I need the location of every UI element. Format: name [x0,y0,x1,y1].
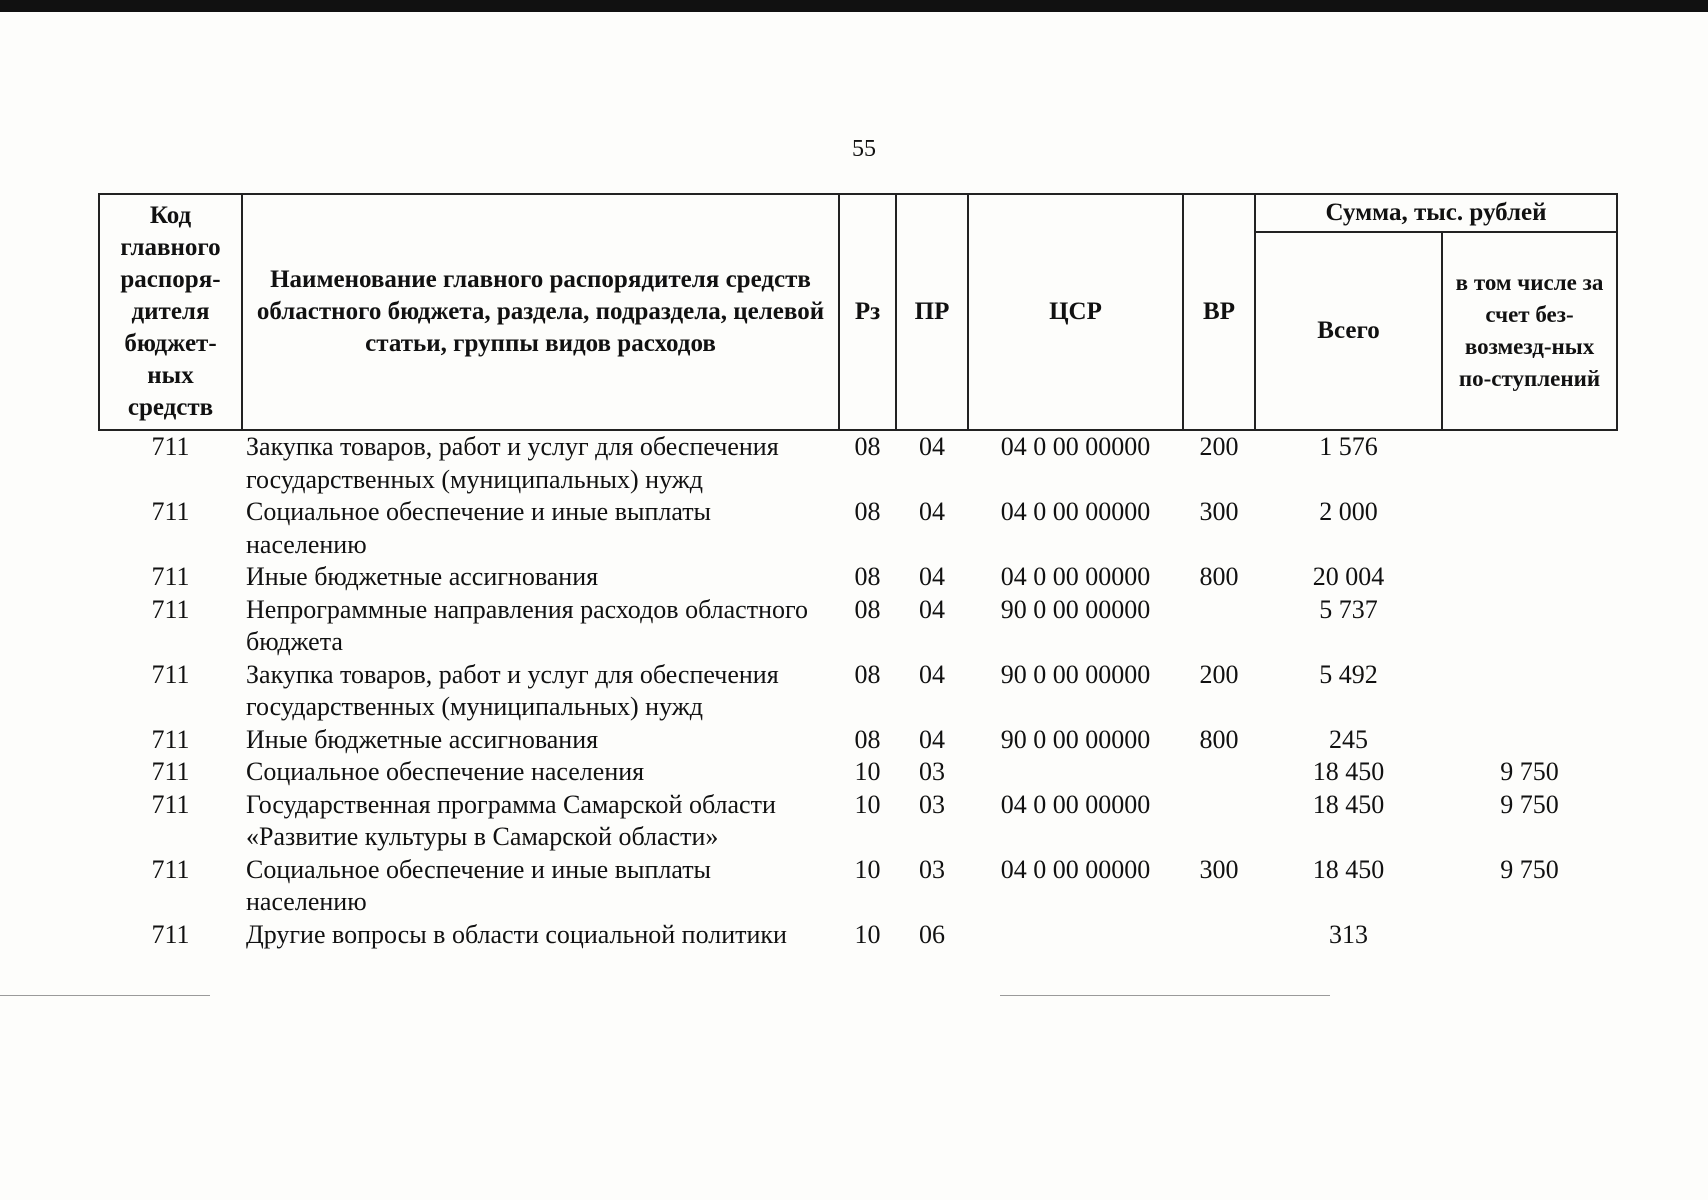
row-name: Социальное обеспечение населения [246,757,645,786]
row-code: 711 [151,497,190,526]
row-name: Закупка товаров, работ и услуг для обеспечения государственных (муниципальных) нужд [246,659,779,721]
header-vr: ВР [1183,194,1255,430]
scan-artifact-line [0,995,210,996]
row-rz: 10 [854,757,881,786]
table-row [99,561,1617,594]
row-code: 711 [151,854,190,884]
row-csr: 90 0 00 00000 [1000,594,1151,624]
page-number: 55 [852,136,876,162]
row-name: Иные бюджетные ассигнования [246,562,599,591]
row-csr [968,756,1183,789]
row-rz: 08 [854,497,881,526]
row-total: 245 [1329,724,1368,754]
table-row [99,789,1617,854]
row-rz: 08 [854,562,881,591]
table-row [99,756,1617,789]
row-rz: 08 [854,724,881,754]
row-rz: 10 [854,854,881,884]
row-rz: 10 [854,919,881,949]
header-sum: Сумма, тыс. рублей [1255,194,1617,232]
row-csr: 04 0 00 00000 [1000,789,1151,819]
row-free [1442,430,1617,496]
header-pr: ПР [896,194,968,430]
budget-table-container [98,193,1616,951]
scan-artifact-line [1000,995,1330,996]
row-csr: 90 0 00 00000 [1000,724,1151,754]
row-vr [1183,789,1255,854]
row-code: 711 [151,562,190,591]
row-name: Другие вопросы в области социальной политики [246,919,787,949]
table-row [99,496,1617,561]
table-body [99,430,1617,951]
row-free [1442,659,1617,724]
row-pr: 04 [919,659,945,689]
row-csr [968,919,1183,952]
row-free [1442,919,1617,952]
row-free [1442,724,1617,757]
row-vr: 800 [1199,562,1239,591]
row-free: 9 750 [1500,789,1559,819]
row-code: 711 [151,789,190,819]
row-csr: 04 0 00 00000 [1000,432,1151,461]
table-row [99,854,1617,919]
table-header [99,194,1617,430]
row-pr: 04 [919,562,945,591]
row-vr: 200 [1199,432,1239,461]
row-name: Непрограммные направления расходов областного бюджета [246,594,808,656]
row-total: 20 004 [1312,562,1385,591]
row-rz: 08 [854,432,881,461]
row-vr: 300 [1199,854,1239,884]
row-rz: 10 [854,789,881,819]
row-pr: 04 [919,594,945,624]
row-csr: 90 0 00 00000 [1000,659,1151,689]
table-row [99,919,1617,952]
row-total: 313 [1329,919,1368,949]
row-vr: 300 [1199,497,1239,526]
row-pr: 04 [919,497,945,526]
budget-table [98,193,1618,951]
row-free: 9 750 [1500,854,1559,884]
row-rz: 08 [854,659,881,689]
row-name: Иные бюджетные ассигнования [246,724,599,754]
table-row [99,594,1617,659]
header-rz: Рз [839,194,896,430]
row-pr: 04 [919,724,945,754]
row-total: 5 492 [1319,659,1378,689]
row-free: 9 750 [1500,757,1559,786]
row-code: 711 [151,919,190,949]
row-name: Социальное обеспечение и иные выплаты населению [246,497,712,559]
row-pr: 03 [919,757,945,786]
row-total: 1 576 [1319,432,1378,461]
row-total: 5 737 [1319,594,1378,624]
row-csr: 04 0 00 00000 [1000,854,1151,884]
row-code: 711 [151,724,190,754]
row-total: 18 450 [1312,757,1385,786]
row-vr [1183,756,1255,789]
row-total: 2 000 [1319,497,1378,526]
row-name: Закупка товаров, работ и услуг для обеспечения государственных (муниципальных) нужд [246,432,779,494]
row-pr: 06 [919,919,945,949]
row-csr: 04 0 00 00000 [1000,497,1151,526]
row-csr: 04 0 00 00000 [1000,562,1151,591]
row-total: 18 450 [1312,854,1385,884]
row-vr [1183,919,1255,952]
row-code: 711 [151,594,190,624]
row-name: Государственная программа Самарской области «Развитие культуры в Самарской области» [246,789,776,851]
header-total: Всего [1255,232,1442,430]
header-code: Код главного распоря-дителя бюджет-ных средств [99,194,242,430]
row-vr: 200 [1199,659,1239,689]
table-row [99,724,1617,757]
row-free [1442,561,1617,594]
row-rz: 08 [854,594,881,624]
row-code: 711 [151,432,190,461]
row-pr: 04 [919,432,945,461]
row-total: 18 450 [1312,789,1385,819]
row-name: Социальное обеспечение и иные выплаты населению [246,854,712,916]
header-free: в том числе за счет без-возмезд-ных по-ступлений [1442,232,1617,430]
scan-top-border [0,0,1708,12]
row-vr [1183,594,1255,659]
row-code: 711 [151,757,190,786]
row-code: 711 [151,659,190,689]
table-row [99,430,1617,496]
row-pr: 03 [919,789,945,819]
row-free [1442,594,1617,659]
row-pr: 03 [919,854,945,884]
header-csr: ЦСР [968,194,1183,430]
row-free [1442,496,1617,561]
header-name: Наименование главного распорядителя средств областного бюджета, раздела, подраздела, целевой статьи, группы видов расходов [242,194,839,430]
row-vr: 800 [1199,724,1239,754]
table-row [99,659,1617,724]
